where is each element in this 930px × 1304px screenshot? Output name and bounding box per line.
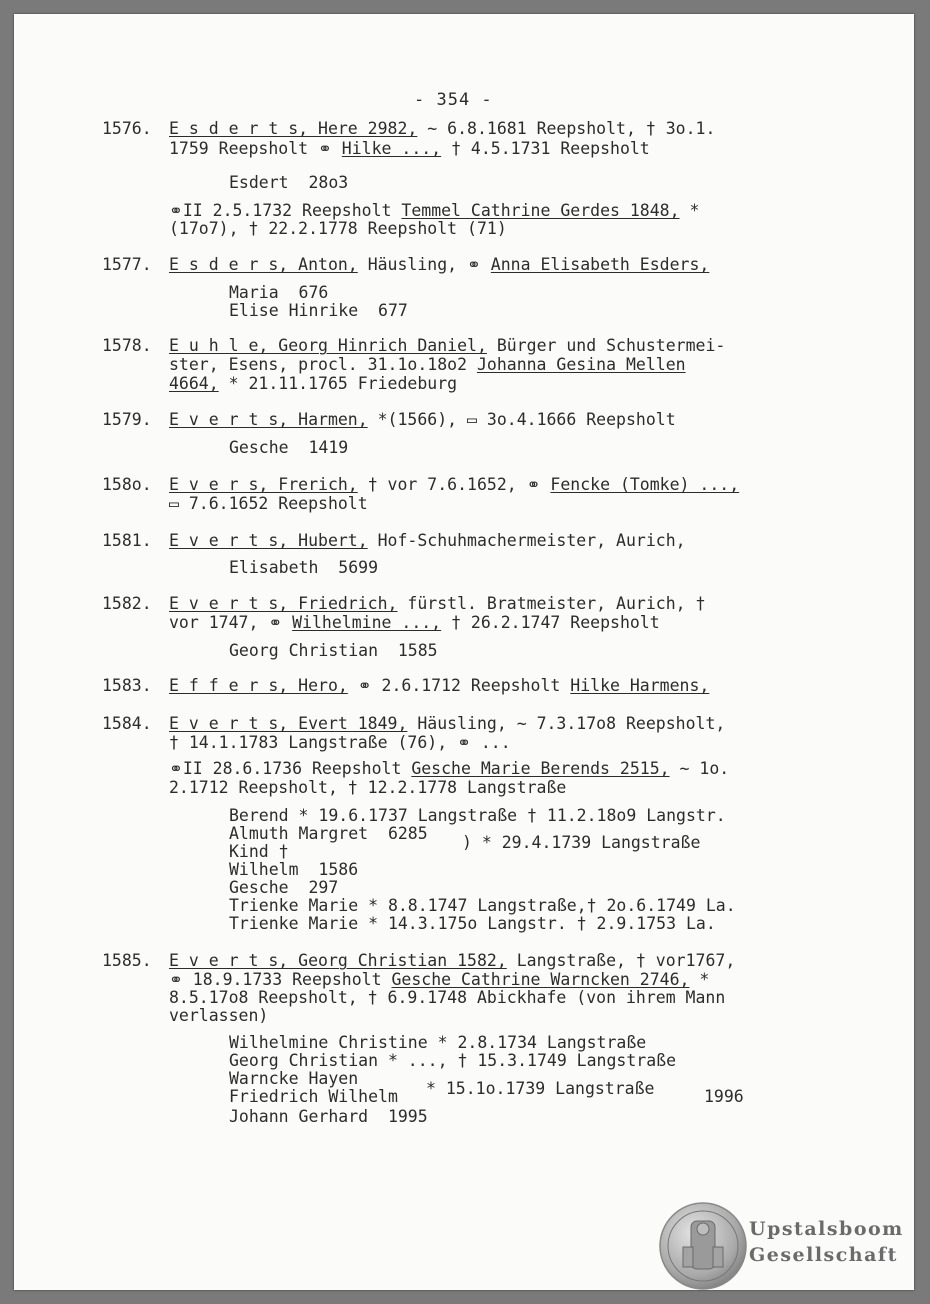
entry-number: 1578.: [102, 336, 152, 355]
child-name: Trienke Marie * 14.3.175o Langstr. † 2.9.1753 La.: [229, 914, 716, 933]
spouse-name: Gesche Marie Berends 2515,: [411, 759, 670, 778]
marriage-symbol: ⚭: [526, 475, 541, 494]
spouse-name: Wilhelmine ...,: [292, 613, 442, 632]
entry-number: 1579.: [102, 410, 152, 429]
child-name: Esdert 28o3: [229, 173, 349, 192]
spouse-name: Hilke ...,: [341, 139, 442, 158]
entry-number: 1581.: [102, 531, 152, 550]
document-page: - 354 - 1576. E s d e r t s, Here 2982, ~ 6.8.1681 Reepsholt, † 3o.1. 1759 Reepsholt ⚭ Hilke ..., † 4.5.1731 Reepsholt Esdert 28o3 ⚭II 2.5.1732 Reepsholt Temmel Cathrine Gerdes 1848, * (17o7), † 22.2.1778 Reepsholt (71) 1577. E s d e r s, Anton, Häusling, ⚭ Anna Elisabeth Esders, Maria 676 Elise Hinrike 677 1578. E u h l e, Georg Hinrich Daniel, Bürger und Schustermei- ster, Esens, procl. 31.1o.18o2 Johanna Gesina Mellen 4664, * 21.11.1765 Friedeburg 1579. E v e r t s, Harmen, *(1566), ▭ 3o.4.1666 Reepsholt Gesche 1419 158o. E v e r s, Frerich, † vor 7.6.1652, ⚭ Fencke (Tomke) ..., ▭ 7.6.1652 Reepsholt 1581. E v e r t s, Hubert, Hof-Schuhmachermeister, Aurich, Elisabeth 5699 1582. E v e r t s, Friedrich, fürstl. Bratmeister, Aurich, † vor 1747, ⚭ Wilhelmine ..., † 26.2.1747 Reepsholt Georg Christian 1585 1583. E f f e r s, Hero, ⚭ 2.6.1712 Reepsholt Hilke Harmens, 1584. E v e r t s, Evert 1849, Häusling, ~ 7.3.17o8 Reepsholt, † 14.1.1783 Langstraße (76), ⚭ ... ⚭II 28.6.1736 Reepsholt Gesche Marie Berends 2515, ~ 1o. 2.1712 Reepsholt, † 12.2.1778 Langstraße Berend * 19.6.1737 Langstraße † 11.2.18o9 Langstr. Almuth Margret 6285 ) * 29.4.1739 Langstraße Kind † Wilhelm 1586 Gesche 297 Trienke Marie * 8.8.1747 Langstraße,† 2o.6.1749 La. Trienke Marie * 14.3.175o Langstr. † 2.9.1753 La. 1585. E v e r t s, Georg Christian 1582, Langstraße, † vor1767, ⚭ 18.9.1733 Reepsholt Gesche Cathrine Warncken 2746, * 8.5.17o8 Reepsholt, † 6.9.1748 Abickhafe (von ihrem Mann verlassen) Wilhelmine Christine * 2.8.1734 Langstraße Georg Christian * ..., † 15.3.1749 Langstraße Warncke Hayen * 15.1o.1739 Langstraße 1996 Friedrich Wilhelm Johann Gerhard 1995 Upstalsboom Gesellschaft: [14, 14, 914, 1290]
marriage-symbol: ⚭: [268, 613, 283, 632]
spouse-name: Temmel Cathrine Gerdes 1848,: [401, 201, 680, 220]
entry-number: 1584.: [102, 714, 152, 733]
spouse-name: Anna Elisabeth Esders,: [490, 255, 710, 274]
child-name: Maria 676: [229, 283, 329, 302]
child-name: Georg Christian * ..., † 15.3.1749 Langstraße: [229, 1051, 677, 1070]
spouse-name: Gesche Cathrine Warncken 2746,: [391, 970, 690, 989]
person-name: E s d e r t s, Here 2982,: [169, 119, 418, 138]
entry-number: 1582.: [102, 594, 152, 613]
society-seal-icon: [658, 1201, 748, 1291]
brand-line-1: Upstalsboom: [749, 1218, 904, 1240]
marriage-symbol: ⚭: [357, 676, 372, 695]
child-name: Wilhelmine Christine * 2.8.1734 Langstraße: [229, 1033, 647, 1052]
child-name: Almuth Margret 6285: [229, 824, 428, 843]
child-name: Wilhelm 1586: [229, 860, 359, 879]
person-name: E s d e r s, Anton,: [169, 255, 358, 274]
society-name: [749, 1216, 904, 1268]
person-name: E f f e r s, Hero,: [169, 676, 348, 695]
entry-number: 1576.: [102, 119, 152, 138]
person-name: E v e r s, Frerich,: [169, 475, 358, 494]
child-name: Friedrich Wilhelm: [229, 1087, 398, 1106]
marriage-symbol: ⚭: [169, 970, 183, 989]
marriage-symbol: ⚭: [169, 201, 183, 220]
page-number: - 354 -: [414, 90, 493, 110]
entry-number: 1583.: [102, 676, 152, 695]
person-name: E v e r t s, Georg Christian 1582,: [169, 951, 507, 970]
child-name: Johann Gerhard 1995: [229, 1107, 428, 1126]
spouse-name: Johanna Gesina Mellen: [476, 355, 686, 374]
marriage-symbol: ⚭: [467, 255, 481, 274]
marriage-symbol: ⚭: [169, 759, 183, 778]
child-name: Trienke Marie * 8.8.1747 Langstraße,† 2o.6.1749 La.: [229, 896, 736, 915]
person-name: E u h l e, Georg Hinrich Daniel,: [169, 336, 487, 355]
person-name: E v e r t s, Harmen,: [169, 410, 368, 429]
person-name: E v e r t s, Hubert,: [169, 531, 368, 550]
marriage-symbol: ⚭: [318, 139, 332, 158]
twin-note: * 15.1o.1739 Langstraße: [426, 1079, 655, 1098]
child-name: Elise Hinrike 677: [229, 301, 408, 320]
child-name: Gesche 297: [229, 878, 339, 897]
twin-note: ) * 29.4.1739 Langstraße: [462, 833, 701, 852]
entry-number: 158o.: [102, 475, 152, 494]
twin-reference: 1996: [704, 1087, 744, 1106]
person-name: E v e r t s, Evert 1849,: [169, 714, 408, 733]
marriage-symbol: ⚭: [457, 733, 471, 752]
child-name: Berend * 19.6.1737 Langstraße † 11.2.18o9 Langstr.: [229, 806, 726, 825]
child-name: Gesche 1419: [229, 438, 349, 457]
person-name: E v e r t s, Friedrich,: [169, 594, 398, 613]
entry-number: 1585.: [102, 951, 152, 970]
spouse-name: Fencke (Tomke) ...,: [550, 475, 740, 494]
child-name: Georg Christian 1585: [229, 641, 438, 660]
child-name: Warncke Hayen: [229, 1069, 359, 1088]
child-name: Kind †: [229, 842, 289, 861]
child-name: Elisabeth 5699: [229, 558, 379, 577]
brand-line-2: Gesellschaft: [749, 1244, 898, 1266]
spouse-name: Hilke Harmens,: [570, 676, 710, 695]
entry-number: 1577.: [102, 255, 152, 274]
